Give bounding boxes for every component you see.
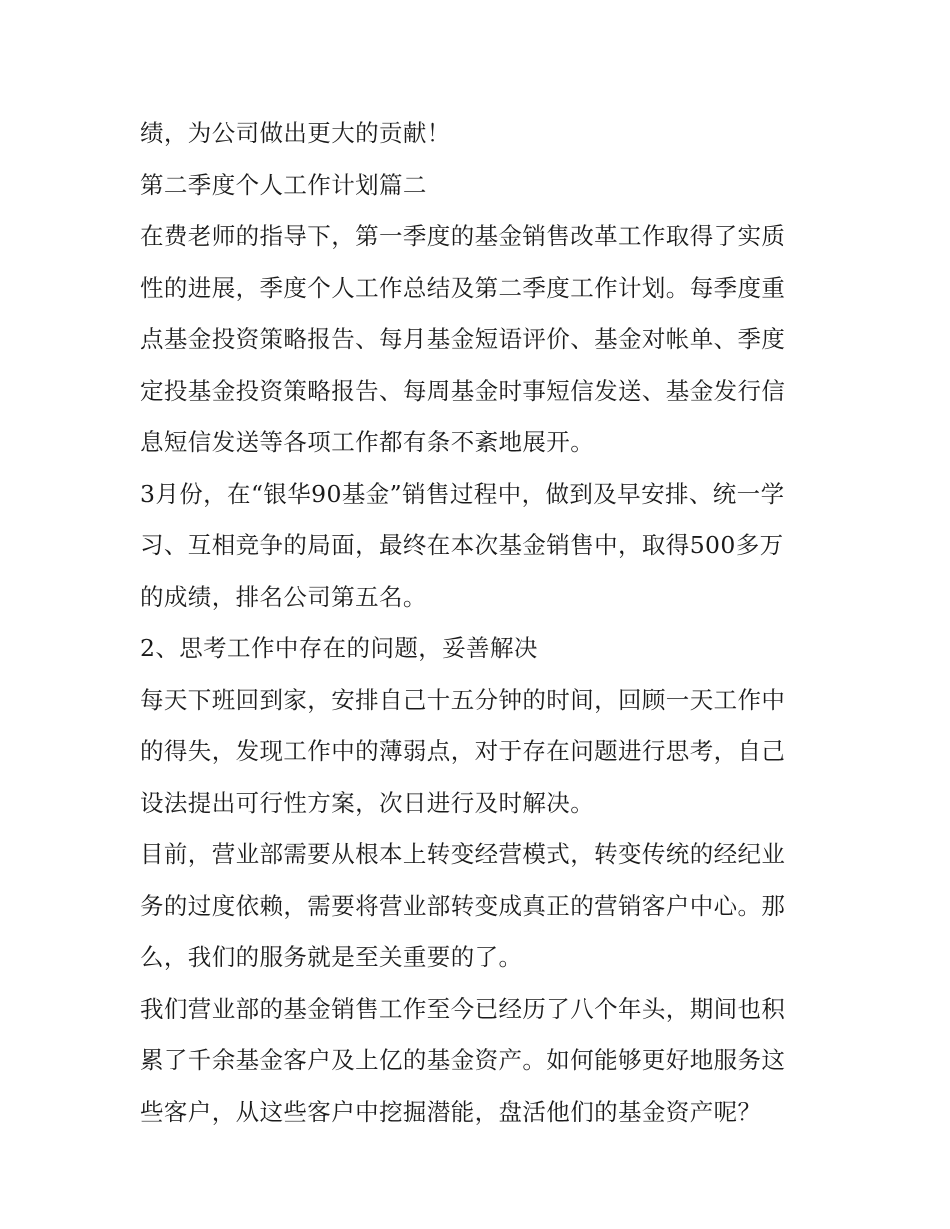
document-body — [140, 108, 812, 1138]
section-heading: 第二季度个人工作计划篇二 — [140, 170, 427, 199]
paragraph-line: 在费老师的指导下，第一季度的基金销售改革工作取得了实质 — [140, 222, 786, 250]
paragraph-line: 每天下班回到家，安排自己十五分钟的时间，回顾一天工作中 — [140, 685, 786, 714]
paragraph-line: 累了千余基金客户及上亿的基金资产。如何能够更好地服务这 — [140, 1046, 786, 1074]
paragraph-line: 定投基金投资策略报告、每周基金时事短信发送、基金发行信 — [140, 376, 786, 405]
paragraph-line: 点基金投资策略报告、每月基金短语评价、基金对帐单、季度 — [140, 325, 786, 353]
paragraph-line: 息短信发送等各项工作都有条不紊地展开。 — [140, 428, 595, 456]
paragraph-line: 的成绩，排名公司第五名。 — [140, 582, 427, 611]
paragraph-line: 务的过度依赖，需要将营业部转变成真正的营销客户中心。那 — [140, 891, 786, 920]
paragraph-line: 的得失，发现工作中的薄弱点，对于存在问题进行思考，自己 — [140, 737, 786, 765]
section-heading: 2、思考工作中存在的问题，妥善解决 — [140, 634, 538, 662]
paragraph-line: 3月份，在“银华90基金”销售过程中，做到及早安排、统一学 — [140, 479, 785, 508]
paragraph-line: 绩，为公司做出更大的贡献！ — [140, 119, 451, 147]
paragraph-line: 些客户，从这些客户中挖掘潜能，盘活他们的基金资产呢？ — [140, 1097, 762, 1126]
paragraph-line: 性的进展，季度个人工作总结及第二季度工作计划。每季度重 — [140, 273, 786, 302]
paragraph-line: 我们营业部的基金销售工作至今已经历了八个年头，期间也积 — [140, 994, 786, 1023]
paragraph-line: 么，我们的服务就是至关重要的了。 — [140, 943, 523, 971]
paragraph-line: 目前，营业部需要从根本上转变经营模式，转变传统的经纪业 — [140, 840, 786, 868]
paragraph-line: 习、互相竞争的局面，最终在本次基金销售中，取得500多万 — [140, 531, 784, 559]
paragraph-line: 设法提出可行性方案，次日进行及时解决。 — [140, 788, 595, 817]
